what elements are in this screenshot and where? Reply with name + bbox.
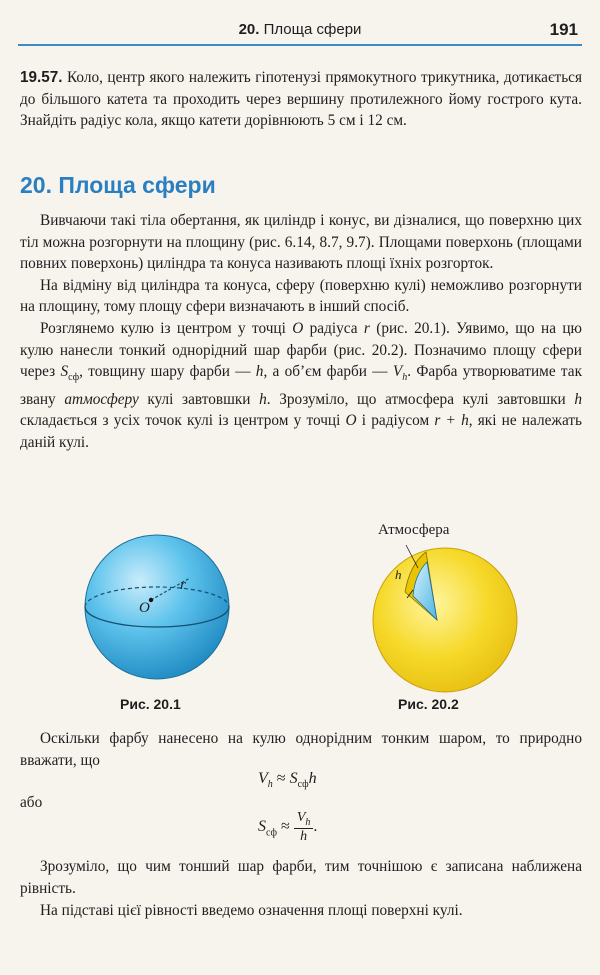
problem-19-57 (20, 67, 582, 132)
paragraph-2: На відміну від циліндра та конуса, сферу (поверхню кулі) неможливо розгорнути на площину, тому площу сфери визначають в інший спосіб. (20, 276, 582, 316)
body-text (20, 210, 582, 454)
radius-label: r (180, 577, 186, 593)
paragraph-4: Оскільки фарбу нанесено на кулю однорідним тонким шаром, то природно вважати, що (20, 730, 582, 769)
problem-text: Коло, центр якого належить гіпотенузі прямокутного трикутника, дотикається до більшого катета та проходить через вершину протилежного йому гострого кута. Знайдіть радіус кола, якщо катети дорівнюють 5 см і 12 см. (20, 69, 582, 129)
paragraph-5: Зрозуміло, що чим тонший шар фарби, тим точнішою є записана наближена рівність. (20, 858, 582, 897)
problem-number: 19.57. (20, 69, 63, 86)
figure-1-caption: Рис. 20.1 (120, 696, 181, 712)
page-number: 191 (549, 20, 578, 39)
center-label: O (139, 600, 150, 616)
or-text: або (20, 794, 43, 811)
paragraph-3: Розглянемо кулю із центром у точці O радіуса r (рис. 20.1). Уявимо, що на цю кулю нанесли тонкий однорідний шар фарби (рис. 20.2). Позначимо площу сфери через $S_{сф}$, товщину шару фарби — h, а об’єм фарби — $V_h$. Фарба утворюватиме так звану атмосферу кулі завтовшки h. Зрозуміло, що атмосфера кулі завтовшки h складається з усіх точок кулі із центром у точці O і радіусом r + h, які не належать даній кулі. (20, 319, 583, 451)
fraction: $\frac{V_h}{h}$ (294, 810, 314, 845)
sphere-figure-1 (85, 535, 229, 679)
figure-2-caption: Рис. 20.2 (398, 696, 459, 712)
paragraph-1: Вивчаючи такі тіла обертання, як циліндр і конус, ви дізналися, що поверхню цих тіл можна розгорнути на площину (рис. 6.14, 8.7, 9.7). Площами поверхонь (площами повних поверхонь) циліндра та конуса називають площі їхніх розгорток. (20, 212, 582, 273)
sphere-shape (85, 535, 229, 679)
running-title-text: Площа сфери (263, 21, 362, 38)
atmosphere-label: Атмосфера (378, 522, 450, 538)
figures-area (0, 520, 600, 720)
section-heading: 20. Площа сфери (20, 172, 216, 198)
page-header (18, 18, 582, 46)
thickness-label: h (395, 567, 402, 582)
paragraph-6: На підставі цієї рівності введемо означення площі поверхні кулі. (40, 902, 463, 919)
formula-2: $S_{сф}$ ≈ $\frac{V_h}{h}$ . (258, 810, 318, 844)
formula-1: $V_h \approx S_{сф}h$ (258, 770, 317, 791)
figures-svg (0, 520, 600, 720)
running-title-number: 20. (238, 21, 260, 38)
running-title (18, 21, 582, 38)
